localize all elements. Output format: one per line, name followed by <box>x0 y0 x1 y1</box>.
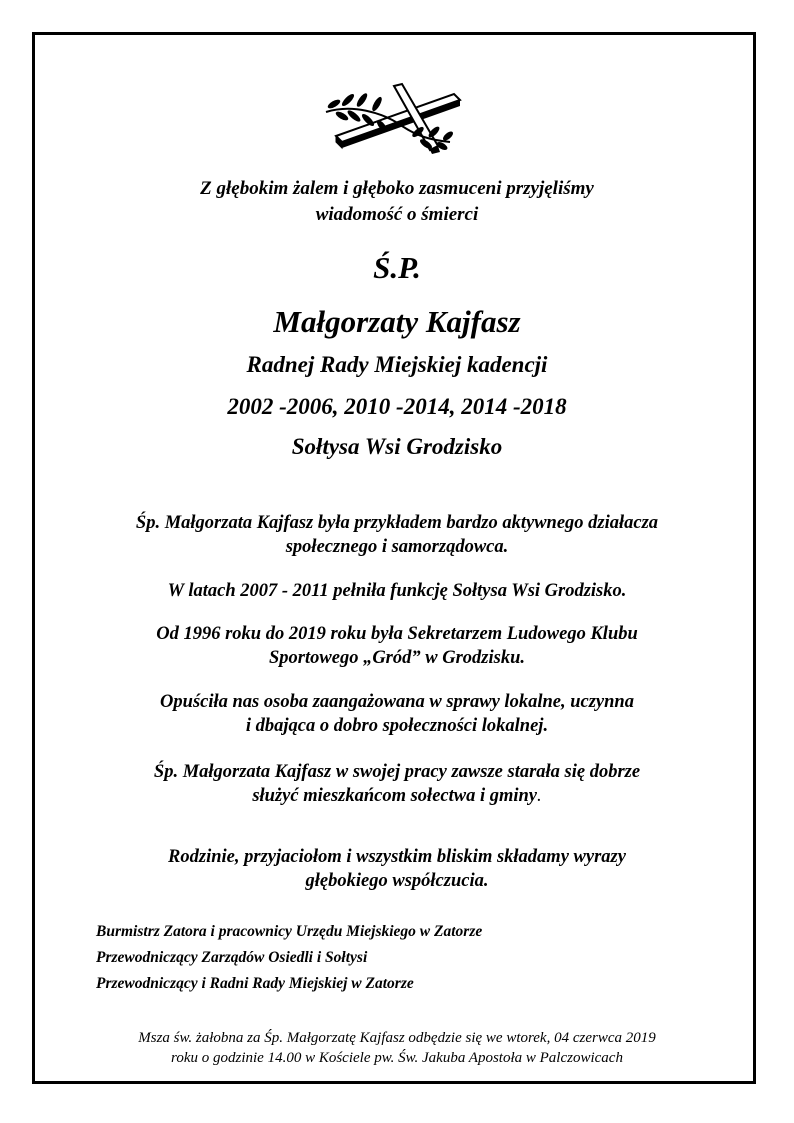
paragraph-line: i dbająca o dobro społeczności lokalnej. <box>245 716 549 736</box>
tribute-paragraph <box>40 622 754 670</box>
signer: Przewodniczący Zarządów Osiedli i Sołtysi <box>96 949 368 966</box>
village-role: Sołtysa Wsi Grodzisko <box>291 434 503 459</box>
honorific: Ś.P. <box>373 250 421 285</box>
condolence-text <box>40 845 754 893</box>
paragraph-line: Śp. Małgorzata Kajfasz była przykładem bardzo aktywnego działacza <box>135 513 659 533</box>
signer: Przewodniczący i Radni Rady Miejskiej w Zatorze <box>96 975 414 992</box>
funeral-mass-notice <box>40 1028 754 1068</box>
paragraph-line: W latach 2007 - 2011 pełniła funkcję Sołtysa Wsi Grodzisko. <box>167 581 627 601</box>
tribute-paragraph <box>40 690 754 738</box>
intro-line: Z głębokim żalem i głęboko zasmuceni przyjęliśmy <box>200 178 594 199</box>
intro-text <box>40 176 754 228</box>
tribute-paragraph <box>40 579 754 603</box>
paragraph-line: Śp. Małgorzata Kajfasz w swojej pracy zawsze starała się dobrze <box>153 762 641 782</box>
condolence-line: Rodzinie, przyjaciołom i wszystkim bliskim składamy wyrazy <box>168 847 626 867</box>
paragraph-line: Sportowego „Gród” w Grodzisku. <box>269 648 525 668</box>
cross-with-palm-branch-icon <box>322 82 462 154</box>
council-terms: 2002 -2006, 2010 -2014, 2014 -2018 <box>227 394 567 419</box>
deceased-name: Małgorzaty Kajfasz <box>273 304 521 339</box>
notice-line: Msza św. żałobna za Śp. Małgorzatę Kajfasz odbędzie się we wtorek, 04 czerwca 2019 <box>138 1030 656 1046</box>
signer: Burmistrz Zatora i pracownicy Urzędu Miejskiego w Zatorze <box>96 923 483 940</box>
intro-line: wiadomość o śmierci <box>315 204 479 225</box>
notice-line: roku o godzinie 14.00 w Kościele pw. Św. Jakuba Apostoła w Palczowicach <box>171 1050 623 1066</box>
paragraph-line-text: służyć mieszkańcom sołectwa i gminy <box>252 786 538 806</box>
tribute-paragraph <box>40 511 754 559</box>
signers-list <box>96 922 482 1000</box>
council-role: Radnej Rady Miejskiej kadencji <box>246 352 548 377</box>
tribute-paragraph <box>40 760 754 808</box>
condolence-line: głębokiego współczucia. <box>305 871 489 891</box>
paragraph-line-suffix: . <box>537 786 542 806</box>
paragraph-line <box>40 784 754 808</box>
paragraph-line: Od 1996 roku do 2019 roku była Sekretarzem Ludowego Klubu <box>156 624 638 644</box>
paragraph-line: społecznego i samorządowca. <box>285 537 509 557</box>
paragraph-line: Opuściła nas osoba zaangażowana w sprawy lokalne, uczynna <box>160 692 634 712</box>
